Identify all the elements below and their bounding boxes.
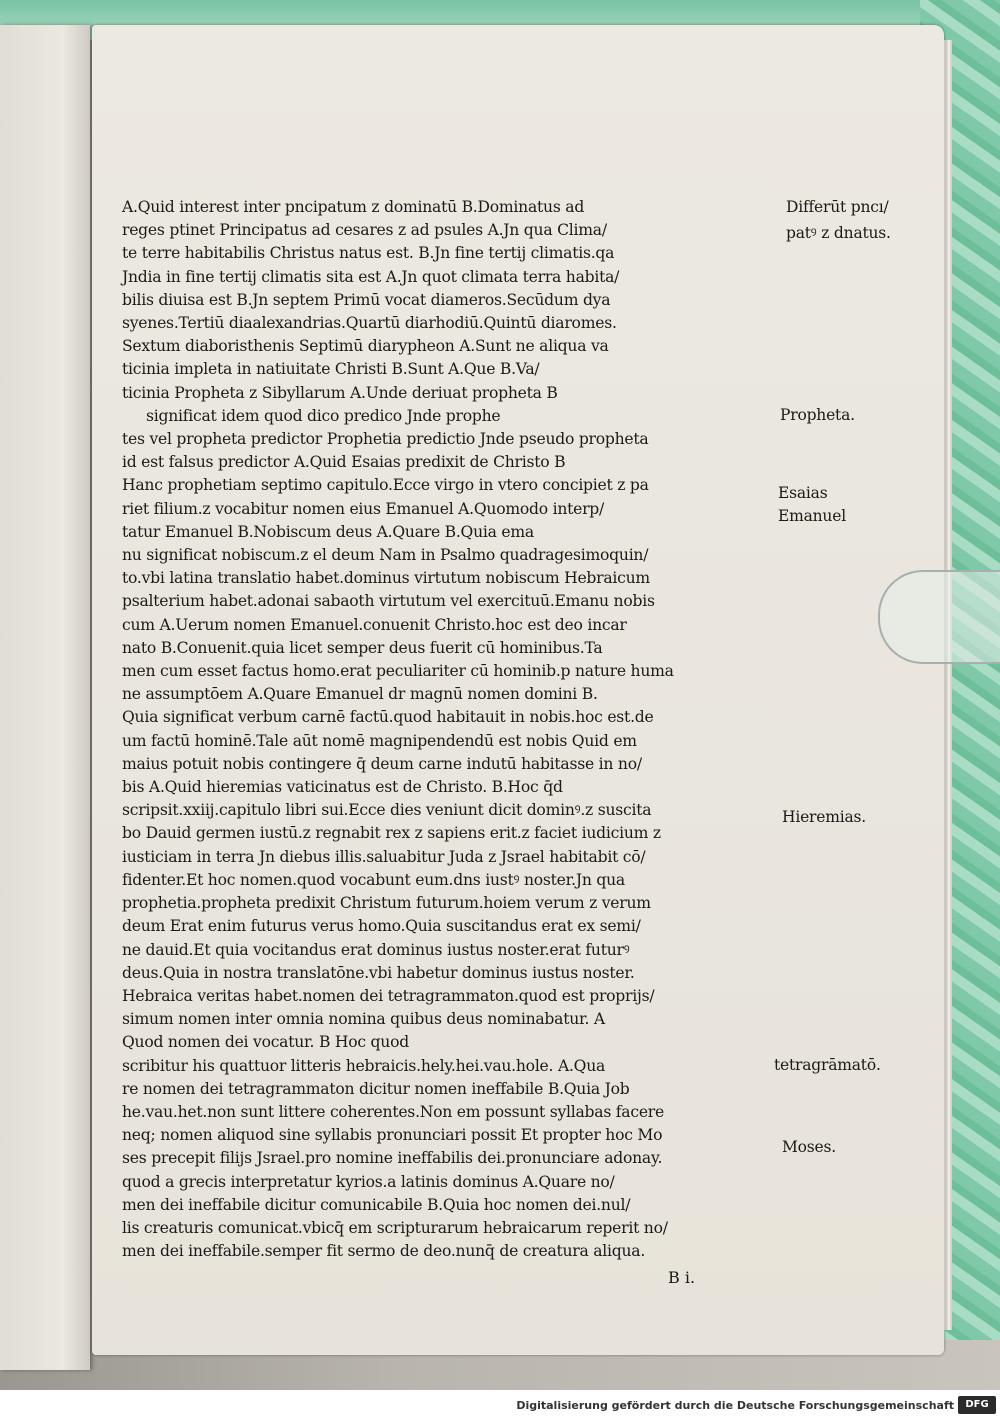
text-line: um factū hominē.Tale aūt nomē magnipendendū est nobis Quid em <box>122 731 637 750</box>
text-line: ticinia Propheta z Sibyllarum A.Unde deriuat propheta B <box>122 383 558 402</box>
text-line: men cum esset factus homo.erat peculiariter cū hominib.p nature huma <box>122 662 674 681</box>
text-line: significat idem quod dico predico Jnde prophe <box>146 406 501 425</box>
text-line: men dei ineffabile.semper fit sermo de deo.nunq̄ de creatura aliqua. <box>122 1242 646 1261</box>
dfg-logo: DFG <box>958 1396 996 1414</box>
text-line: re nomen dei tetragrammaton dicitur nomen ineffabile B.Quia Job <box>122 1079 630 1098</box>
margin-note-esaias: Esaias <box>778 484 828 502</box>
text-line: scribitur his quattuor litteris hebraicis.hely.hei.vau.hole. A.Qua <box>122 1056 606 1075</box>
text-line: neq; nomen aliquod sine syllabis pronunciari possit Et propter hoc Mo <box>122 1126 663 1145</box>
text-line: maius potuit nobis contingere q̄ deum carne indutū habitasse in no/ <box>122 754 642 773</box>
margin-note-differunt: Differūt pncı/ <box>786 198 889 216</box>
text-line: nu significat nobiscum.z el deum Nam in Psalmo quadragesimoquin/ <box>122 546 649 565</box>
text-line: A.Quid interest inter pncipatum z dominatū B.Dominatus ad <box>122 198 585 216</box>
text-line: simum nomen inter omnia nomina quibus deus nominabatur. A <box>122 1010 605 1029</box>
text-line: ne assumptōem A.Quare Emanuel dr magnū nomen domini B. <box>122 685 598 704</box>
text-line: syenes.Tertiū diaalexandrias.Quartū diarhodiū.Quintū diaromes. <box>122 314 617 333</box>
margin-note-dnatus: patꝰ z dnatus. <box>786 224 891 242</box>
signature-mark: B i. <box>668 1268 696 1287</box>
text-line: Hebraica veritas habet.nomen dei tetragrammaton.quod est proprijs/ <box>122 986 655 1005</box>
margin-note-emanuel: Emanuel <box>778 507 846 525</box>
text-line: scripsit.xxiij.capitulo libri sui.Ecce dies veniunt dicit dominꝰ.z suscita <box>122 801 652 820</box>
text-line: id est falsus predictor A.Quid Esaias predixit de Christo B <box>122 453 566 472</box>
text-line: fidenter.Et hoc nomen.quod vocabunt eum.dns iustꝰ noster.Jn qua <box>122 870 625 889</box>
margin-note-propheta: Propheta. <box>780 406 855 424</box>
margin-note-moses: Moses. <box>782 1138 837 1156</box>
text-line: quod a grecis interpretatur kyrios.a latinis dominus A.Quare no/ <box>122 1172 615 1191</box>
footer-bar <box>0 1390 1000 1422</box>
text-line: Jndia in fine tertij climatis sita est A.Jn quot climata terra habita/ <box>122 267 620 286</box>
text-line: psalterium habet.adonai sabaoth virtutum vel exercituū.Emanu nobis <box>122 592 655 611</box>
footer-credit: Digitalisierung gefördert durch die Deutsche Forschungsgemeinschaft <box>516 1399 954 1412</box>
left-page-edge <box>0 25 90 1370</box>
text-line: lis creaturis comunicat.vbicq̄ em scripturarum hebraicarum reperit no/ <box>122 1218 668 1237</box>
text-line: deus.Quia in nostra translatōne.vbi habetur dominus iustus noster. <box>122 963 635 982</box>
text-line: to.vbi latina translatio habet.dominus virtutum nobiscum Hebraicum <box>122 569 650 588</box>
text-line: bo Dauid germen iustū.z regnabit rex z sapiens erit.z faciet iudicium z <box>122 824 661 843</box>
text-line: reges ptinet Principatus ad cesares z ad psules A.Jn qua Clima/ <box>122 221 607 240</box>
text-line: he.vau.het.non sunt littere coherentes.Non em possunt syllabas facere <box>122 1102 664 1121</box>
text-line: ne dauid.Et quia vocitandus erat dominus iustus noster.erat futurꝰ <box>122 940 630 959</box>
text-line: prophetia.propheta predixit Christum futurum.hoiem verum z verum <box>122 894 651 913</box>
text-line: Quia significat verbum carnē factū.quod habitauit in nobis.hoc est.de <box>122 708 654 727</box>
text-line: Hanc prophetiam septimo capitulo.Ecce virgo in vtero concipiet z pa <box>122 476 649 495</box>
text-line: nato B.Conuenit.quia licet semper deus fuerit cū hominibus.Ta <box>122 638 603 657</box>
text-line: deum Erat enim futurus verus homo.Quia suscitandus erat ex semi/ <box>122 917 641 936</box>
text-line: Sextum diaboristhenis Septimū diarypheon A.Sunt ne aliqua va <box>122 337 609 356</box>
text-line: te terre habitabilis Christus natus est. B.Jn fine tertij climatis.qa <box>122 244 615 263</box>
text-line: Quod nomen dei vocatur. B Hoc quod <box>122 1033 409 1052</box>
text-line: riet filium.z vocabitur nomen eius Emanuel A.Quomodo interp/ <box>122 499 605 518</box>
text-line: ticinia impleta in natiuitate Christi B.Sunt A.Que B.Va/ <box>122 360 540 379</box>
text-line: tatur Emanuel B.Nobiscum deus A.Quare B.Quia ema <box>122 522 534 541</box>
text-line: iusticiam in terra Jn diebus illis.saluabitur Juda z Jsrael habitabit cō/ <box>122 847 646 866</box>
text-line: men dei ineffabile dicitur comunicabile B.Quia hoc nomen dei.nul/ <box>122 1195 631 1214</box>
margin-note-hieremias: Hieremias. <box>782 808 867 826</box>
page-body-text <box>122 196 790 1263</box>
text-line: cum A.Uerum nomen Emanuel.conuenit Christo.hoc est deo incar <box>122 615 627 634</box>
text-line: bilis diuisa est B.Jn septem Primū vocat diameros.Secūdum dya <box>122 290 611 309</box>
text-line: tes vel propheta predictor Prophetia predictio Jnde pseudo propheta <box>122 430 649 449</box>
page-clip-tab <box>878 570 1000 664</box>
text-line: ses precepit filijs Jsrael.pro nomine ineffabilis dei.pronunciare adonay. <box>122 1149 663 1168</box>
margin-note-tetragrammaton: tetragrāmatō. <box>774 1056 881 1074</box>
text-line: bis A.Quid hieremias vaticinatus est de Christo. B.Hoc q̄d <box>122 778 563 797</box>
show-through-text <box>780 318 920 618</box>
